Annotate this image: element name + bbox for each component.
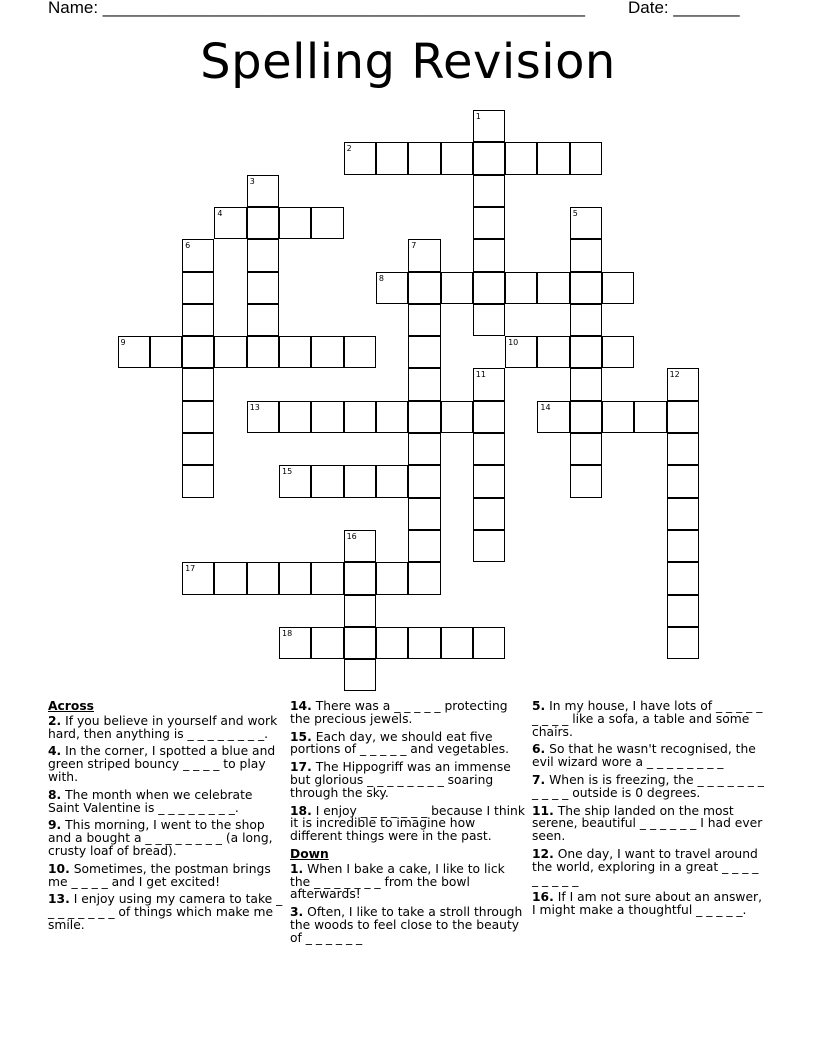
- grid-cell[interactable]: [247, 239, 279, 271]
- grid-cell[interactable]: [441, 142, 473, 174]
- clue-text: This morning, I went to the shop and a bought a _ _ _ _ _ _ _ _ (a long, crusty loaf of bread).: [48, 818, 273, 858]
- clue-number-label: 17.: [290, 760, 312, 775]
- grid-cell[interactable]: [182, 433, 214, 465]
- clue-item: [48, 715, 283, 741]
- clue-number: 9: [120, 338, 126, 348]
- grid-cell[interactable]: [570, 272, 602, 304]
- clue-text: If you believe in yourself and work hard, then anything is _ _ _ _ _ _ _ _.: [48, 713, 278, 741]
- grid-cell[interactable]: [408, 272, 440, 304]
- grid-cell[interactable]: [570, 336, 602, 368]
- grid-cell[interactable]: [408, 368, 440, 400]
- grid-cell[interactable]: [344, 465, 376, 497]
- grid-cell[interactable]: [570, 207, 602, 239]
- grid-cell[interactable]: [344, 142, 376, 174]
- clue-number: 6: [185, 241, 191, 251]
- clue-text: The Hippogriff was an immense but glorious _ _ _ _ _ _ _ _ soaring through the sky.: [290, 760, 511, 800]
- clue-number-label: 18.: [290, 803, 312, 818]
- grid-cell[interactable]: [344, 627, 376, 659]
- grid-cell[interactable]: [182, 272, 214, 304]
- grid-cell[interactable]: [376, 465, 408, 497]
- clue-item: [48, 819, 283, 857]
- grid-cell[interactable]: [214, 562, 246, 594]
- grid-cell[interactable]: [473, 207, 505, 239]
- grid-cell[interactable]: [537, 272, 569, 304]
- clue-number: 14: [540, 402, 551, 412]
- clue-number: 1: [475, 112, 481, 121]
- clue-number-label: 6.: [532, 742, 546, 757]
- grid-cell[interactable]: [570, 368, 602, 400]
- clue-number-label: 7.: [532, 772, 546, 787]
- grid-cell[interactable]: [247, 336, 279, 368]
- clue-text: Often, I like to take a stroll through the woods to feel close to the beauty of _ _ _ _ _ _: [290, 905, 523, 945]
- clue-text: The ship landed on the most serene, beautiful _ _ _ _ _ _ I had ever seen.: [532, 803, 763, 844]
- clue-number-label: 3.: [290, 905, 304, 920]
- grid-cell[interactable]: [408, 498, 440, 530]
- grid-cell[interactable]: [505, 336, 537, 368]
- name-field[interactable]: Name: ___________________________________________________: [48, 0, 585, 17]
- clue-number-label: 1.: [290, 861, 304, 876]
- clue-text: If I am not sure about an answer, I might make a thoughtful _ _ _ _ _.: [532, 890, 762, 918]
- clue-text: Each day, we should eat five portions of _ _ _ _ _ and vegetables.: [290, 729, 510, 757]
- grid-cell[interactable]: [602, 336, 634, 368]
- grid-cell[interactable]: [311, 465, 343, 497]
- grid-cell[interactable]: [473, 368, 505, 400]
- grid-cell[interactable]: [505, 142, 537, 174]
- clue-item: [532, 743, 767, 769]
- clue-item: [48, 893, 283, 931]
- clue-number-label: 4.: [48, 744, 62, 759]
- clue-number: 11: [475, 370, 486, 380]
- clue-number: 10: [508, 338, 519, 348]
- clue-item: [532, 700, 767, 738]
- grid-cell[interactable]: [279, 207, 311, 239]
- grid-cell[interactable]: [408, 142, 440, 174]
- clue-item: [532, 774, 767, 800]
- grid-cell[interactable]: [118, 336, 150, 368]
- grid-cell[interactable]: [408, 304, 440, 336]
- grid-cell[interactable]: [441, 272, 473, 304]
- clue-text: One day, I want to travel around the world, exploring in a great _ _ _ _ _ _ _ _ _: [532, 846, 759, 887]
- clue-number-label: 5.: [532, 699, 546, 713]
- grid-cell[interactable]: [408, 465, 440, 497]
- clue-text: I enjoy _ _ _ _ _ _ _ because I think it is incredible to imagine how different things were in the past.: [290, 803, 525, 844]
- grid-cell[interactable]: [344, 336, 376, 368]
- grid-cell[interactable]: [441, 401, 473, 433]
- grid-cell[interactable]: [344, 530, 376, 562]
- grid-cell[interactable]: [247, 562, 279, 594]
- grid-cell[interactable]: [279, 465, 311, 497]
- grid-cell[interactable]: [537, 336, 569, 368]
- clue-number-label: 11.: [532, 803, 554, 818]
- grid-cell[interactable]: [570, 239, 602, 271]
- clue-number: 5: [572, 208, 578, 218]
- grid-cell[interactable]: [667, 595, 699, 627]
- clue-text: When is is freezing, the _ _ _ _ _ _ _ _ _ _ _ outside is 0 degrees.: [532, 772, 764, 800]
- grid-cell[interactable]: [570, 304, 602, 336]
- page-title: Spelling Revision: [200, 34, 616, 90]
- grid-cell[interactable]: [247, 401, 279, 433]
- grid-cell[interactable]: [279, 401, 311, 433]
- clue-column-2: [290, 700, 525, 950]
- clue-number: 13: [249, 402, 260, 412]
- grid-cell[interactable]: [214, 336, 246, 368]
- clue-text: In my house, I have lots of _ _ _ _ _ _ _ _ _ like a sofa, a table and some chairs.: [532, 699, 763, 739]
- clue-text: So that he wasn't recognised, the evil wizard wore a _ _ _ _ _ _ _ _: [532, 742, 756, 770]
- grid-cell[interactable]: [537, 142, 569, 174]
- grid-cell[interactable]: [667, 465, 699, 497]
- clue-item: [532, 805, 767, 843]
- grid-cell[interactable]: [182, 368, 214, 400]
- grid-cell[interactable]: [182, 562, 214, 594]
- clue-number: 17: [185, 564, 196, 574]
- grid-cell[interactable]: [667, 368, 699, 400]
- grid-cell[interactable]: [182, 239, 214, 271]
- grid-cell[interactable]: [602, 272, 634, 304]
- date-field[interactable]: Date: _______: [628, 0, 740, 17]
- grid-cell[interactable]: [247, 304, 279, 336]
- clue-text: The month when we celebrate Saint Valentine is _ _ _ _ _ _ _ _.: [48, 787, 253, 815]
- clue-item: [290, 700, 525, 726]
- clue-item: [48, 789, 283, 815]
- clue-item: [290, 863, 525, 901]
- clue-number-label: 8.: [48, 787, 62, 802]
- grid-cell[interactable]: [376, 272, 408, 304]
- grid-cell[interactable]: [408, 401, 440, 433]
- grid-cell[interactable]: [376, 562, 408, 594]
- grid-cell[interactable]: [182, 465, 214, 497]
- clue-number: 18: [282, 628, 293, 638]
- clue-item: [532, 891, 767, 917]
- clue-number-label: 12.: [532, 846, 554, 861]
- grid-cell[interactable]: [537, 401, 569, 433]
- grid-cell[interactable]: [473, 239, 505, 271]
- clue-number: 15: [282, 467, 293, 477]
- grid-cell[interactable]: [376, 401, 408, 433]
- grid-cell[interactable]: [408, 562, 440, 594]
- clue-number-label: 2.: [48, 713, 62, 728]
- clue-text: In the corner, I spotted a blue and green striped bouncy _ _ _ _ to play with.: [48, 744, 276, 784]
- grid-cell[interactable]: [344, 595, 376, 627]
- grid-cell[interactable]: [473, 627, 505, 659]
- grid-cell[interactable]: [247, 272, 279, 304]
- grid-cell[interactable]: [570, 465, 602, 497]
- grid-cell[interactable]: [408, 530, 440, 562]
- grid-cell[interactable]: [311, 627, 343, 659]
- grid-cell[interactable]: [634, 401, 666, 433]
- grid-cell[interactable]: [473, 498, 505, 530]
- grid-cell[interactable]: [408, 239, 440, 271]
- grid-cell[interactable]: [311, 562, 343, 594]
- clue-item: [532, 848, 767, 886]
- grid-cell[interactable]: [344, 401, 376, 433]
- grid-cell[interactable]: [570, 401, 602, 433]
- grid-cell[interactable]: [182, 336, 214, 368]
- grid-cell[interactable]: [408, 336, 440, 368]
- grid-cell[interactable]: [667, 433, 699, 465]
- clue-column-1: [48, 700, 283, 937]
- clue-item: [290, 761, 525, 799]
- clue-item: [290, 805, 525, 843]
- grid-cell[interactable]: [311, 401, 343, 433]
- clue-number: 12: [669, 370, 680, 380]
- grid-cell[interactable]: [505, 272, 537, 304]
- clue-text: I enjoy using my camera to take _ _ _ _ _ _ _ _ of things which make me smile.: [48, 892, 283, 932]
- grid-cell[interactable]: [279, 562, 311, 594]
- grid-cell[interactable]: [279, 627, 311, 659]
- grid-cell[interactable]: [182, 401, 214, 433]
- clue-number: 8: [378, 273, 384, 283]
- grid-cell[interactable]: [570, 433, 602, 465]
- clue-number: 4: [217, 208, 223, 218]
- clue-item: [48, 863, 283, 889]
- clue-number-label: 9.: [48, 818, 62, 833]
- clue-number-label: 14.: [290, 699, 312, 713]
- clue-number-label: 16.: [532, 890, 554, 905]
- across-heading: Across: [48, 699, 94, 713]
- grid-cell[interactable]: [473, 304, 505, 336]
- grid-cell[interactable]: [473, 142, 505, 174]
- grid-cell[interactable]: [667, 562, 699, 594]
- grid-cell[interactable]: [247, 207, 279, 239]
- grid-cell[interactable]: [473, 272, 505, 304]
- grid-cell[interactable]: [311, 207, 343, 239]
- grid-cell[interactable]: [344, 659, 376, 691]
- clue-number: 16: [346, 531, 357, 541]
- grid-cell[interactable]: [247, 175, 279, 207]
- clue-item: [48, 745, 283, 783]
- clue-number-label: 10.: [48, 861, 70, 876]
- grid-cell[interactable]: [441, 627, 473, 659]
- grid-cell[interactable]: [473, 110, 505, 142]
- grid-cell[interactable]: [473, 401, 505, 433]
- clue-item: [290, 731, 525, 757]
- clue-number-label: 15.: [290, 729, 312, 744]
- grid-cell[interactable]: [570, 142, 602, 174]
- clue-number: 3: [249, 176, 255, 186]
- grid-cell[interactable]: [150, 336, 182, 368]
- grid-cell[interactable]: [667, 498, 699, 530]
- grid-cell[interactable]: [408, 433, 440, 465]
- clue-text: There was a _ _ _ _ _ protecting the precious jewels.: [290, 699, 508, 726]
- grid-cell[interactable]: [408, 627, 440, 659]
- grid-cell[interactable]: [182, 304, 214, 336]
- grid-cell[interactable]: [376, 627, 408, 659]
- grid-cell[interactable]: [667, 401, 699, 433]
- grid-cell[interactable]: [473, 433, 505, 465]
- grid-cell[interactable]: [667, 530, 699, 562]
- clue-text: Sometimes, the postman brings me _ _ _ _ and I get excited!: [48, 861, 271, 889]
- clue-number: 7: [411, 241, 417, 251]
- grid-cell[interactable]: [473, 175, 505, 207]
- grid-cell[interactable]: [344, 562, 376, 594]
- grid-cell[interactable]: [376, 142, 408, 174]
- down-heading: Down: [290, 846, 329, 861]
- grid-cell[interactable]: [473, 530, 505, 562]
- clue-item: [290, 906, 525, 944]
- grid-cell[interactable]: [667, 627, 699, 659]
- grid-cell[interactable]: [279, 336, 311, 368]
- clue-column-3: [532, 700, 767, 922]
- clue-text: When I bake a cake, I like to lick the _ _ _ _ _ _ _ from the bowl afterwards!: [290, 861, 505, 902]
- grid-cell[interactable]: [473, 465, 505, 497]
- clue-number-label: 13.: [48, 892, 70, 907]
- grid-cell[interactable]: [214, 207, 246, 239]
- grid-cell[interactable]: [602, 401, 634, 433]
- grid-cell[interactable]: [311, 336, 343, 368]
- clue-number: 2: [346, 144, 352, 154]
